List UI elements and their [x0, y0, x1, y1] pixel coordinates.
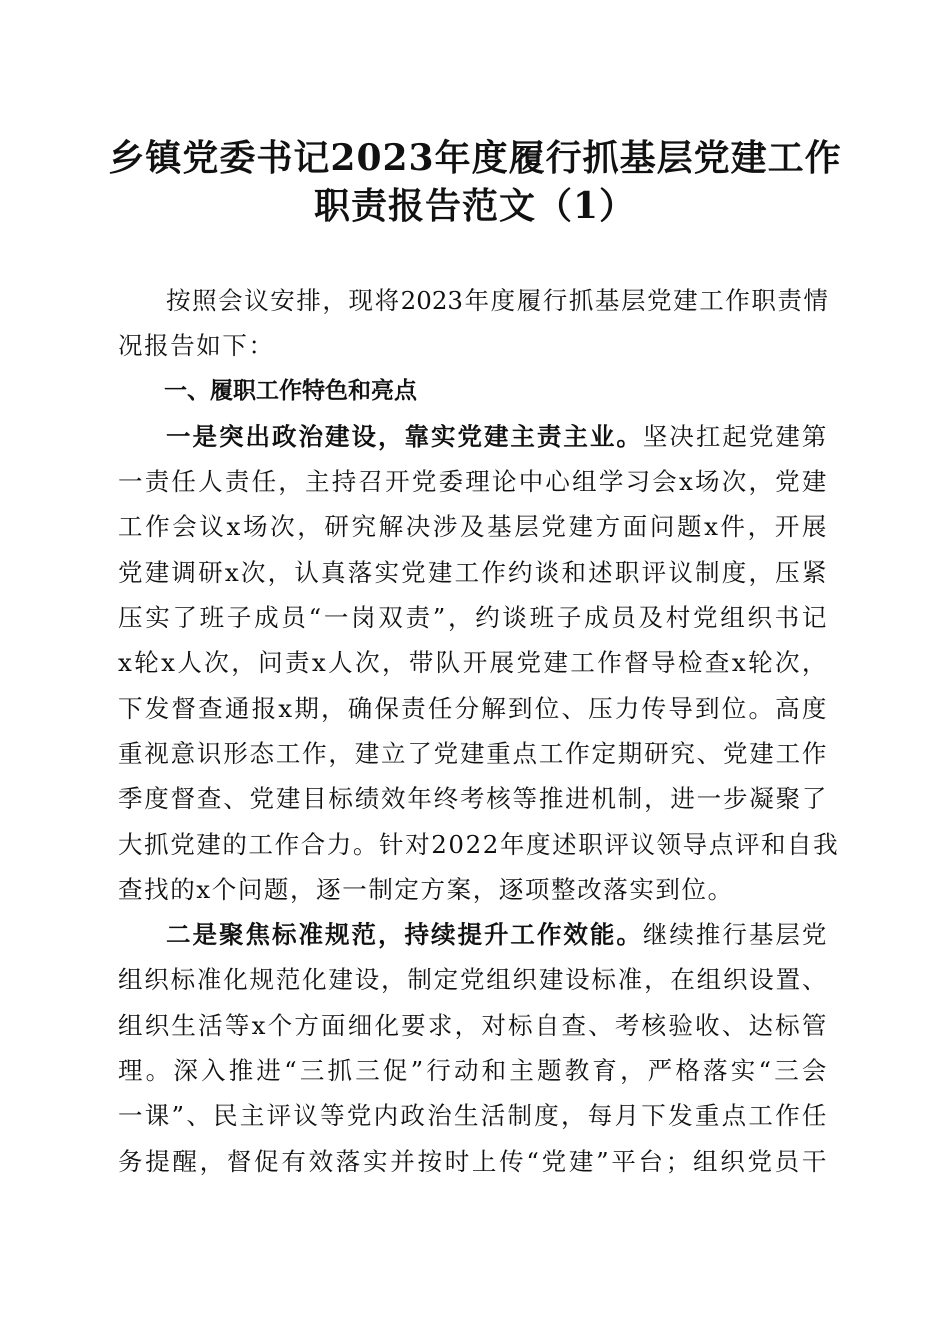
document-title-line-2 — [100, 182, 850, 230]
paragraph-2-line: 组织生活等x个方面细化要求，对标自查、考核验收、达标管 — [118, 1010, 828, 1040]
paragraph-1-line: 下发督查通报x期，确保责任分解到位、压力传导到位。高度 — [118, 693, 828, 723]
paragraph-1-line: 坚决扛起党建第 — [642, 421, 828, 451]
paragraph-1-line: 查找的x个问题，逐一制定方案，逐项整改落实到位。 — [118, 874, 734, 904]
intro-line: 按照会议安排，现将2023年度履行抓基层党建工作职责情 — [166, 286, 828, 315]
intro-paragraph — [118, 278, 828, 369]
paragraph-2-line: 组织标准化规范化建设，制定党组织建设标准，在组织设置、 — [118, 965, 828, 995]
paragraph-2 — [118, 912, 828, 1184]
paragraph-1-line: 大抓党建的工作合力。针对2022年度述职评议领导点评和自我 — [118, 829, 840, 859]
document-title-line-2-text: 职责报告范文（1） — [313, 185, 637, 227]
paragraph-1-line: 一责任人责任，主持召开党委理论中心组学习会x场次，党建 — [118, 467, 828, 497]
paragraph-1-line: 重视意识形态工作，建立了党建重点工作定期研究、党建工作 — [118, 738, 828, 768]
paragraph-2-line: 继续推行基层党 — [642, 920, 828, 950]
paragraph-1-line: 党建调研x次，认真落实党建工作约谈和述职评议制度，压紧 — [118, 557, 828, 587]
paragraph-2-line: 理。深入推进“三抓三促”行动和主题教育，严格落实“三会 — [118, 1056, 828, 1086]
paragraph-1-line: x轮x人次，问责x人次，带队开展党建工作督导检查x轮次， — [118, 648, 828, 678]
document-title-line-1: 乡镇党委书记2023年度履行抓基层党建工作 — [108, 137, 842, 179]
paragraph-2-line: 一课”、民主评议等党内政治生活制度，每月下发重点工作任 — [118, 1101, 828, 1131]
paragraph-2-line: 务提醒，督促有效落实并按时上传“党建”平台；组织党员干 — [118, 1146, 828, 1176]
paragraph-2-first-line — [118, 912, 828, 957]
paragraph-1 — [118, 414, 840, 912]
document-body — [118, 278, 840, 1184]
intro-line: 况报告如下： — [118, 331, 275, 361]
paragraph-1-line: 压实了班子成员“一岗双责”，约谈班子成员及村党组织书记 — [118, 603, 828, 633]
paragraph-2-lead: 二是聚焦标准规范，持续提升工作效能。 — [166, 920, 643, 950]
section-heading: 一、履职工作特色和亮点 — [164, 377, 417, 404]
paragraph-1-line: 季度督查、党建目标绩效年终考核等推进机制，进一步凝聚了 — [118, 784, 828, 814]
paragraph-1-first-line — [118, 414, 828, 459]
paragraph-1-line: 工作会议x场次，研究解决涉及基层党建方面问题x件，开展 — [118, 512, 828, 542]
paragraph-1-lead: 一是突出政治建设，靠实党建主责主业。 — [166, 421, 643, 451]
